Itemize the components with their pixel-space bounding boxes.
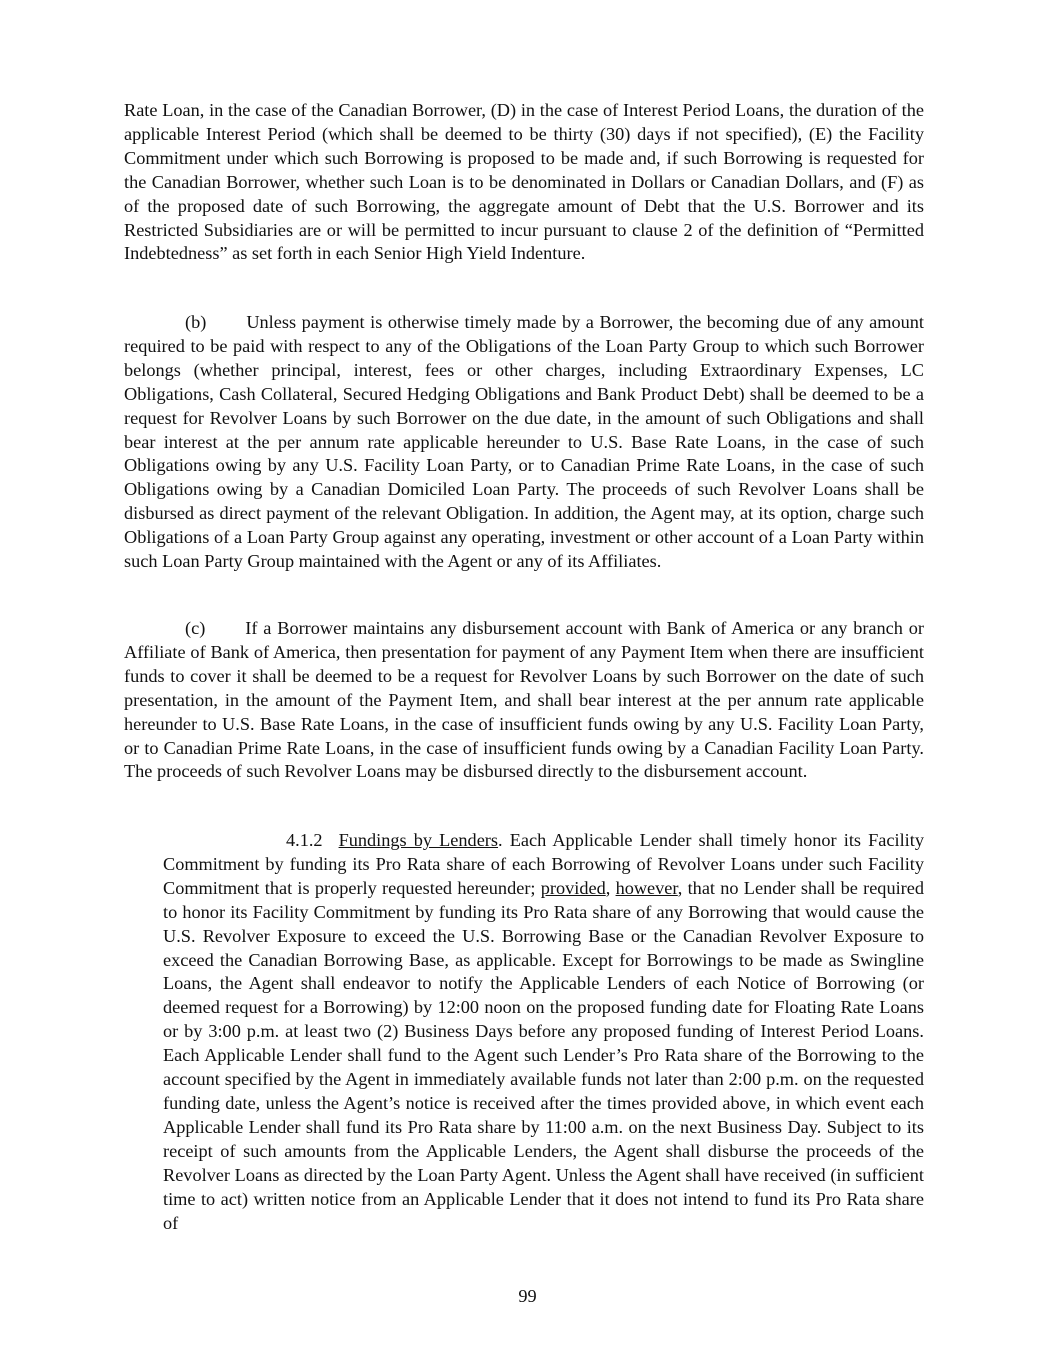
section-4-1-2 — [163, 829, 924, 1235]
section-heading: Fundings by Lenders — [338, 830, 499, 850]
page-number: 99 — [518, 1286, 537, 1306]
provided-term: provided — [540, 877, 606, 898]
paragraph-a-continued: Rate Loan, in the case of the Canadian Borrower, (D) in the case of Interest Period Loans, the duration of the applicable Interest Period (which shall be deemed to be thirty (30) days if not specified), (E) the Facility Commitment under which such Borrowing is proposed to be made and, if such Borrowing is requested for the Canadian Borrower, whether such Loan is to be denominated in Dollars or Canadian Dollars, and (F) as of the proposed date of such Borrowing, the aggregate amount of Debt that the U.S. Borrower and its Restricted Subsidiaries are or will be permitted to incur pursuant to clause 2 of the definition of “Permitted Indebtedness” as set forth in each Senior High Yield Indenture. — [124, 100, 924, 264]
paragraph-c-label: (c) — [185, 618, 206, 638]
comma-separator: , — [605, 877, 616, 898]
section-number: 4.1.2 — [286, 830, 323, 850]
section-text-part2: , that no Lender shall be required to honor its Facility Commitment by funding its Pro Rata share of any Borrowing that would cause the U.S. Revolver Exposure to exceed the U.S. Borrowing Base or the Canadian Revolver Exposure to exceed the Canadian Borrowing Base, as applicable. Except for Borrowings to be made as Swingline Loans, the Agent shall endeavor to notify the Applicable Lenders of each Notice of Borrowing (or deemed request for a Borrowing) by 12:00 noon on the proposed funding date for Floating Rate Loans or by 3:00 p.m. at least two (2) Business Days before any proposed funding of Interest Period Loans. Each Applicable Lender shall fund to the Agent such Lender’s Pro Rata share of the Borrowing to the account specified by the Agent in immediately available funds not later than 2:00 p.m. on the requested funding date, unless the Agent’s notice is received after the times provided above, in which event each Applicable Lender shall fund its Pro Rata share by 11:00 a.m. on the next Business Day. Subject to its receipt of such amounts from the Applicable Lenders, the Agent shall disburse the proceeds of the Revolver Loans as directed by the Loan Party Agent. Unless the Agent shall have received (in sufficient time to act) written notice from an Applicable Lender that it does not intend to fund its Pro Rata share of — [163, 877, 925, 1233]
paragraph-b-label: (b) — [185, 312, 207, 332]
paragraph-b-text: Unless payment is otherwise timely made by a Borrower, the becoming due of any amount required to be paid with respect to any of the Obligations of the Loan Party Group to which such Borrower belongs (whether principal, interest, fees or other charges, including Extraordinary Expenses, LC Obligations, Cash Collateral, Secured Hedging Obligations and Bank Product Debt) shall be deemed to be a request for Revolver Loans by such Borrower on the due date, in the amount of such Obligations and shall bear interest at the per annum rate applicable hereunder to U.S. Base Rate Loans, in the case of such Obligations owing by any U.S. Facility Loan Party, or to Canadian Prime Rate Loans, in the case of such Obligations owing by a Canadian Domiciled Loan Party. The proceeds of such Revolver Loans shall be disbursed as direct payment of the relevant Obligation. In addition, the Agent may, at its option, charge such Obligations of a Loan Party Group against any operating, investment or other account of a Loan Party within such Loan Party Group maintained with the Agent or any of its Affiliates. — [124, 312, 924, 572]
however-term: however — [615, 877, 678, 898]
paragraph-c-text: If a Borrower maintains any disbursement account with Bank of America or any branch or Affiliate of Bank of America, then presentation for payment of any Payment Item when there are insufficient funds to cover it shall be deemed to be a request for Revolver Loans by such Borrower on the date of such presentation, in the amount of the Payment Item, and shall bear interest at the per annum rate applicable hereunder to U.S. Base Rate Loans, in the case of insufficient funds owing by any U.S. Facility Loan Party, or to Canadian Prime Rate Loans, in the case of insufficient funds owing by a Canadian Facility Loan Party. The proceeds of such Revolver Loans may be disbursed directly to the disbursement account. — [124, 618, 924, 782]
paragraph-c — [124, 617, 924, 784]
section-text-part1: . Each Applicable Lender shall timely honor its Facility Commitment by funding its Pro Rata share of each Borrowing of Revolver Loans under such Facility Commitment that is properly requested hereunder; — [163, 830, 924, 898]
paragraph-b — [124, 311, 924, 574]
